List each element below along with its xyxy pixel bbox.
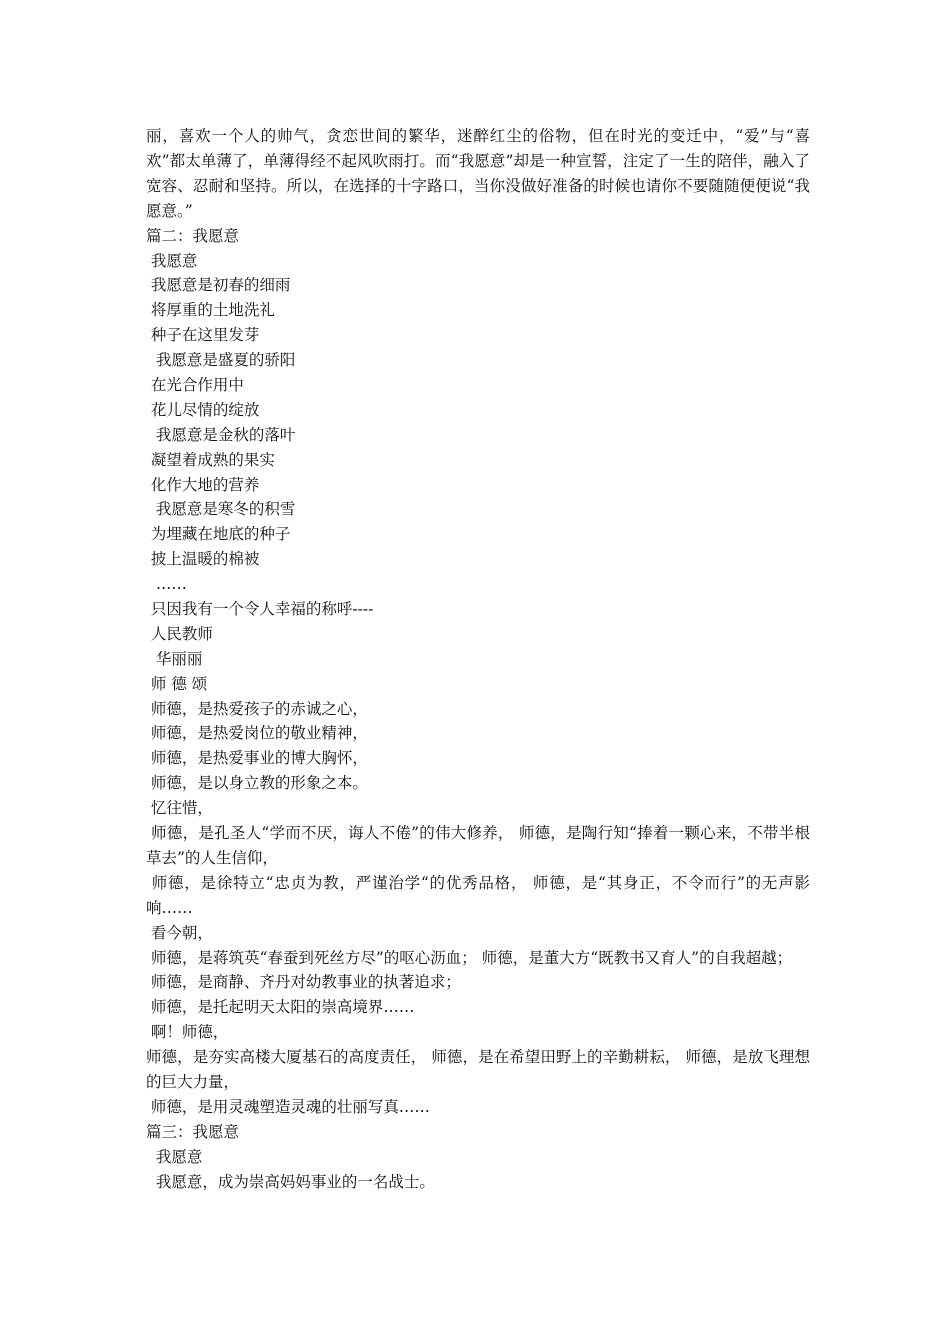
text-line: 化作大地的营养 — [146, 475, 260, 494]
document-page — [146, 124, 810, 1194]
text-line: 我愿意 — [146, 1147, 203, 1166]
text-line: 师德，是热爱岗位的敬业精神， — [146, 724, 368, 743]
text-line: 我愿意是初春的细雨 — [146, 276, 291, 295]
text-line: 人民教师 — [146, 624, 213, 643]
text-line: 华丽丽 — [146, 649, 203, 668]
text-line: 师德，是热爱事业的博大胸怀， — [146, 749, 368, 768]
text-line: 披上温暖的棉被 — [146, 550, 260, 569]
text-line: 师德，是热爱孩子的赤诚之心， — [146, 699, 368, 718]
text-line: 啊！师德， — [146, 1023, 229, 1042]
text-line: 师德，是托起明天太阳的崇高境界…… — [146, 998, 415, 1017]
text-line: 凝望着成熟的果实 — [146, 450, 275, 469]
text-paragraph: 师德，是蒋筑英“春蚕到死丝方尽”的呕心沥血； 师德，是董大方“既教书又育人”的自我超越； — [146, 948, 793, 967]
text-line: 只因我有一个令人幸福的称呼---- — [146, 599, 374, 618]
text-line: 师德，是商静、齐丹对幼教事业的执著追求； — [146, 973, 461, 992]
text-line: 看今朝， — [146, 923, 213, 942]
text-line: 师德，是以身立教的形象之本。 — [146, 774, 368, 793]
text-line: 师德，是用灵魂塑造灵魂的壮丽写真…… — [146, 1097, 430, 1116]
text-paragraph: 丽，喜欢一个人的帅气，贪恋世间的繁华，迷醉红尘的俗物，但在时光的变迁中，“爱”与“喜欢”都太单薄了，单薄得经不起风吹雨打。而“我愿意”却是一种宣誓，注定了一生的陪伴，融入了宽容、忍耐和坚持。所以，在选择的十字路口，当你没做好准备的时候也请你不要随随便便说“我愿意。” — [146, 127, 810, 220]
text-line: …… — [146, 575, 187, 594]
text-line: 我愿意，成为崇高妈妈事业的一名战士。 — [146, 1172, 435, 1191]
text-paragraph: 师德，是夯实高楼大厦基石的高度责任， 师德，是在希望田野上的辛勤耕耘， 师德，是放飞理想的巨大力量， — [146, 1048, 810, 1091]
text-line: 我愿意是盛夏的骄阳 — [146, 351, 296, 370]
text-line: 为埋藏在地底的种子 — [146, 525, 291, 544]
text-line: 我愿意是寒冬的积雪 — [146, 500, 296, 519]
text-line: 我愿意是金秋的落叶 — [146, 425, 296, 444]
text-line: 篇二：我愿意 — [146, 226, 240, 245]
text-paragraph: 师德，是孔圣人“学而不厌，诲人不倦”的伟大修养， 师德，是陶行知“捧着一颗心来，不带半根草去”的人生信仰， — [146, 824, 810, 867]
text-line: 师 德 颂 — [146, 674, 208, 693]
text-line: 在光合作用中 — [146, 375, 244, 394]
text-line: 忆往惜， — [146, 799, 213, 818]
text-line: 篇三：我愿意 — [146, 1122, 240, 1141]
text-line: 花儿尽情的绽放 — [146, 400, 260, 419]
text-line: 将厚重的土地洗礼 — [146, 301, 275, 320]
text-line: 种子在这里发芽 — [146, 326, 260, 345]
text-paragraph: 师德，是徐特立“忠贞为教，严谨治学“的优秀品格， 师德，是“其身正，不令而行”的无声影响…… — [146, 873, 810, 917]
text-line: 我愿意 — [146, 251, 198, 270]
